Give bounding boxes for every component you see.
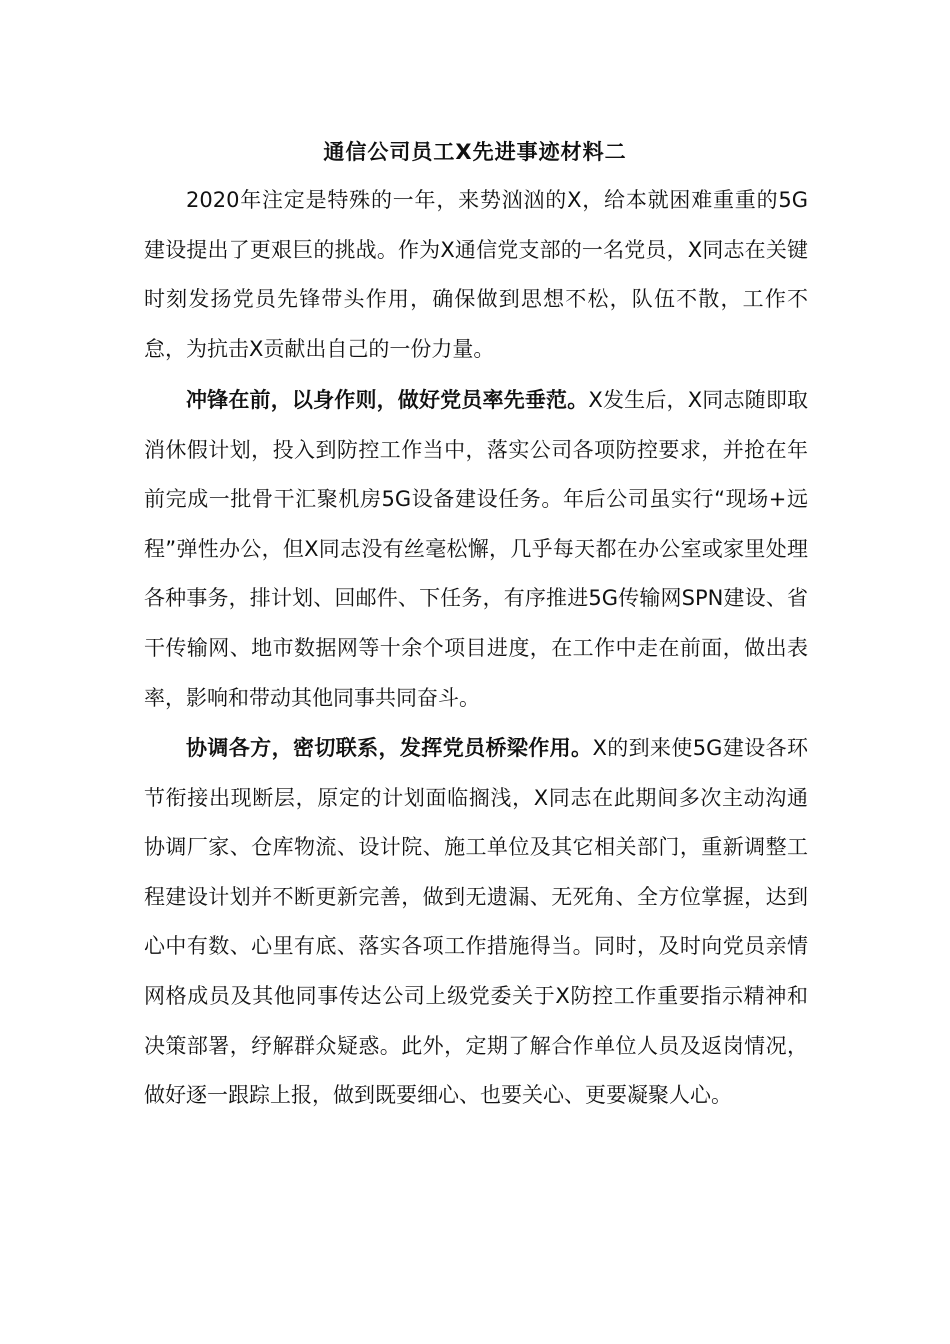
paragraph-text: X的到来使5G建设各环节衔接出现断层，原定的计划面临搁浅，X同志在此期间多次主动沟通协调厂家、仓库物流、设计院、施工单位及其它相关部门，重新调整工程建设计划并不断更新完善，做到无遗漏、无死角、全方位掌握，达到心中有数、心里有底、落实各项工作措施得当。同时，及时向党员亲情网格成员及其他同事传达公司上级党委关于X防控工作重要指示精神和决策部署，纾解群众疑惑。此外，定期了解合作单位人员及返岗情况，做好逐一跟踪上报，做到既要细心、也要关心、更要凝聚人心。 [144,736,808,1108]
paragraph-coordination [144,724,808,1121]
paragraph-lead: 协调各方，密切联系，发挥党员桥梁作用。 [186,736,593,760]
paragraph-text: X发生后，X同志随即取消休假计划，投入到防控工作当中，落实公司各项防控要求，并抢在年前完成一批骨干汇聚机房5G设备建设任务。年后公司虽实行“现场+远程”弹性办公，但X同志没有丝毫松懈，几乎每天都在办公室或家里处理各种事务，排计划、回邮件、下任务，有序推进5G传输网SPN建设、省干传输网、地市数据网等十余个项目进度，在工作中走在前面，做出表率，影响和带动其他同事共同奋斗。 [144,388,808,710]
paragraph-intro [144,176,808,374]
paragraph-lead: 冲锋在前，以身作则，做好党员率先垂范。 [186,388,589,412]
document-title: 通信公司员工X先进事迹材料二 [323,140,627,164]
paragraph-lead-by-example [144,376,808,723]
paragraph-text: 2020年注定是特殊的一年，来势汹汹的X，给本就困难重重的5G建设提出了更艰巨的挑战。作为X通信党支部的一名党员，X同志在关键时刻发扬党员先锋带头作用，确保做到思想不松，队伍不散，工作不怠，为抗击X贡献出自己的一份力量。 [144,188,808,361]
